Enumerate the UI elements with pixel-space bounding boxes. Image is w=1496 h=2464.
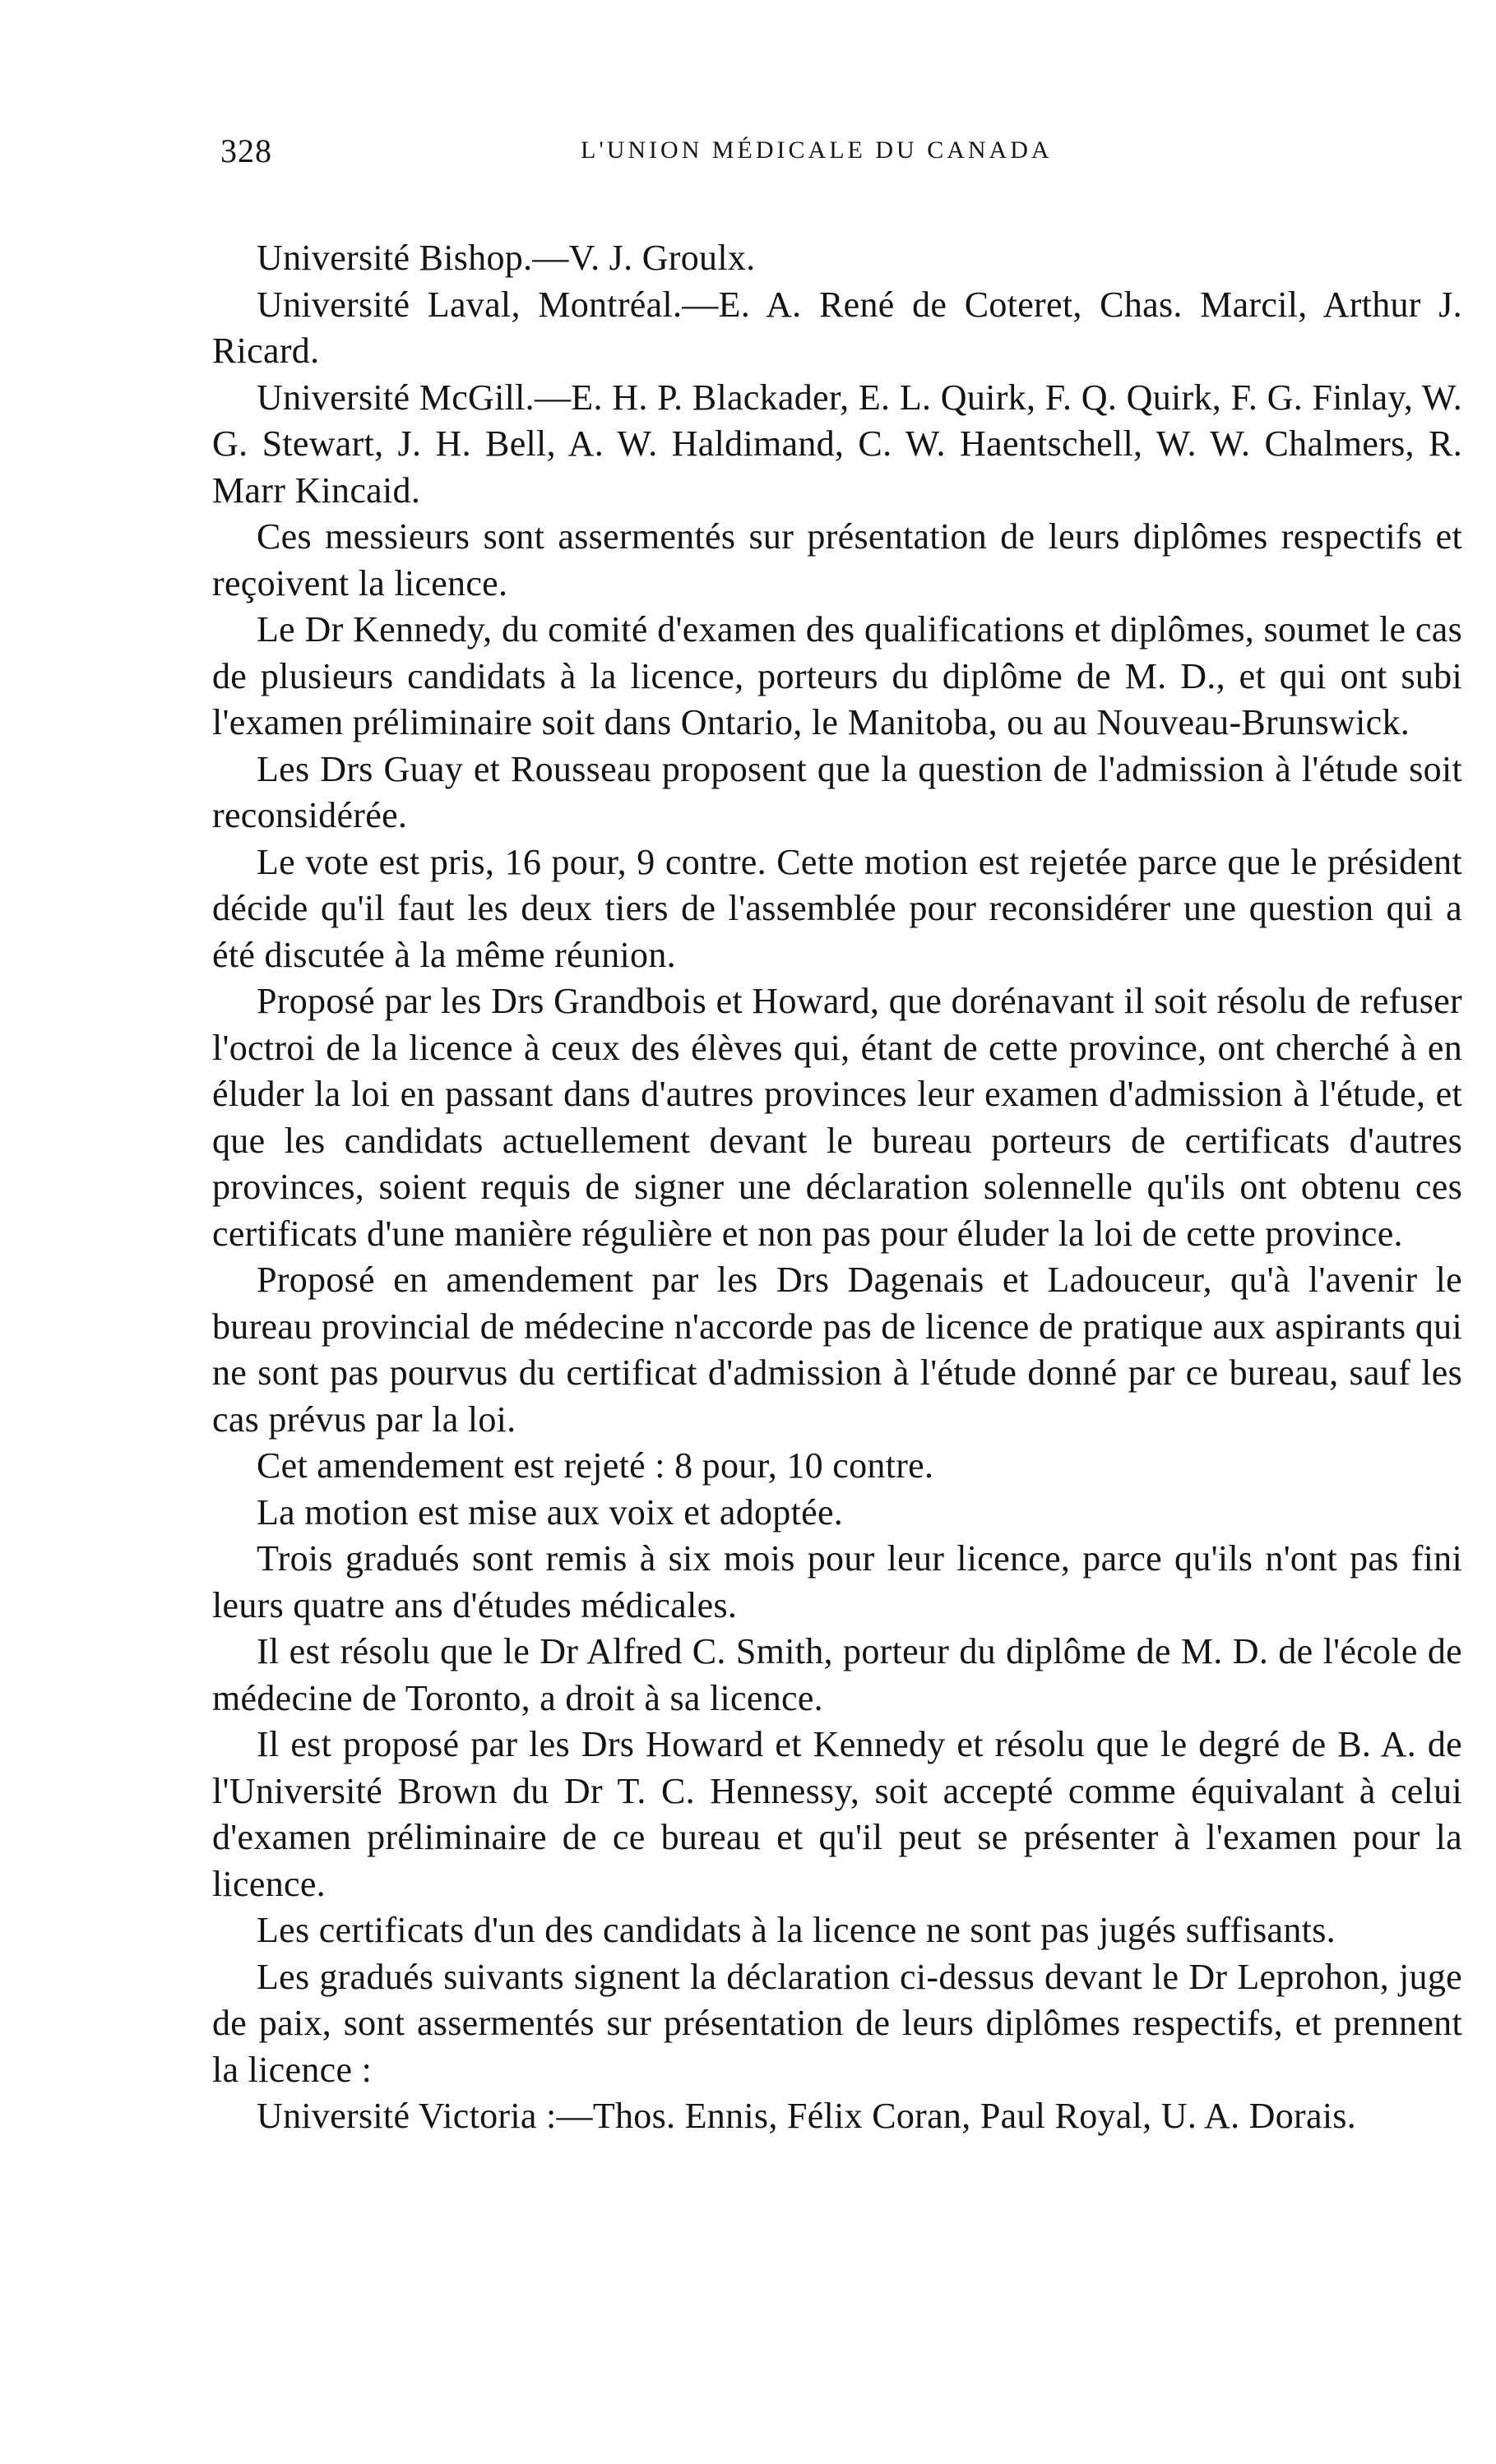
paragraph-three-graduates: Trois gradués sont remis à six mois pour leur licence, parce qu'ils n'ont pas fini leurs quatre ans d'études médicales. [212, 1538, 1462, 1625]
journal-title: L'UNION MÉDICALE DU CANADA [581, 136, 1053, 164]
paragraph-declaration: Les gradués suivants signent la déclaration ci-dessus devant le Dr Leprohon, juge de paix, sont assermentés sur présentation de leurs diplômes respectifs, et prennent la licence : [212, 1956, 1462, 2090]
paragraph-kennedy: Le Dr Kennedy, du comité d'examen des qualifications et diplômes, soumet le cas de plusieurs candidats à la licence, porteurs du diplôme de M. D., et qui ont subi l'examen préliminaire soit dans Ontario, le Manitoba, ou au Nouveau-Brunswick. [212, 609, 1462, 742]
paragraph-amendment: Proposé en amendement par les Drs Dagenais et Ladouceur, qu'à l'avenir le bureau provincial de médecine n'accorde pas de licence de pratique aux aspirants qui ne sont pas pourvus du certificat d'admission à l'étude donné par ce bureau, sauf les cas prévus par la loi. [212, 1260, 1462, 1440]
paragraph-laval: Université Laval, Montréal.—E. A. René de Coteret, Chas. Marcil, Arthur J. Ricard. [212, 284, 1462, 371]
paragraph-grandbois-howard: Proposé par les Drs Grandbois et Howard, que dorénavant il soit résolu de refuser l'octroi de la licence à ceux des élèves qui, étant de cette province, ont cherché à en éluder la loi en passant dans d'autres provinces leur examen d'admission à l'étude, et que les candidats actuellement devant le bureau porteurs de certificats d'autres provinces, soient requis de signer une déclaration solennelle qu'ils ont obtenu ces certificats d'une manière régulière et non pas pour éluder la loi de cette province. [212, 981, 1462, 1254]
paragraph-hennessy: Il est proposé par les Drs Howard et Kennedy et résolu que le degré de B. A. de l'Université Brown du Dr T. C. Hennessy, soit accepté comme équivalant à celui d'examen préliminaire de ce bureau et qu'il peut se présenter à l'examen pour la licence. [212, 1724, 1462, 1904]
paragraph-mcgill: Université McGill.—E. H. P. Blackader, E. L. Quirk, F. Q. Quirk, F. G. Finlay, W. G. Stewart, J. H. Bell, A. W. Haldimand, C. W. Haentschell, W. W. Chalmers, R. Marr Kincaid. [212, 377, 1462, 511]
running-head [212, 132, 1462, 178]
body-text [212, 235, 1462, 2140]
paragraph-victoria: Université Victoria :—Thos. Ennis, Félix Coran, Paul Royal, U. A. Dorais. [257, 2096, 1357, 2136]
paragraph-certificates: Les certificats d'un des candidats à la licence ne sont pas jugés suffisants. [257, 1910, 1336, 1950]
book-page [212, 132, 1462, 2140]
paragraph-guay-rousseau: Les Drs Guay et Rousseau proposent que la question de l'admission à l'étude soit reconsidérée. [212, 748, 1462, 835]
paragraph-bishop: Université Bishop.—V. J. Groulx. [257, 238, 756, 278]
paragraph-amendment-rejected: Cet amendement est rejeté : 8 pour, 10 contre. [257, 1445, 934, 1486]
paragraph-vote: Le vote est pris, 16 pour, 9 contre. Cette motion est rejetée parce que le président décide qu'il faut les deux tiers de l'assemblée pour reconsidérer une question qui a été discutée à la même réunion. [212, 841, 1462, 975]
page-number: 328 [220, 132, 272, 169]
paragraph-smith: Il est résolu que le Dr Alfred C. Smith, porteur du diplôme de M. D. de l'école de médecine de Toronto, a droit à sa licence. [212, 1631, 1462, 1718]
paragraph-oath: Ces messieurs sont assermentés sur présentation de leurs diplômes respectifs et reçoivent la licence. [212, 516, 1462, 603]
paragraph-motion-adopted: La motion est mise aux voix et adoptée. [257, 1491, 844, 1532]
